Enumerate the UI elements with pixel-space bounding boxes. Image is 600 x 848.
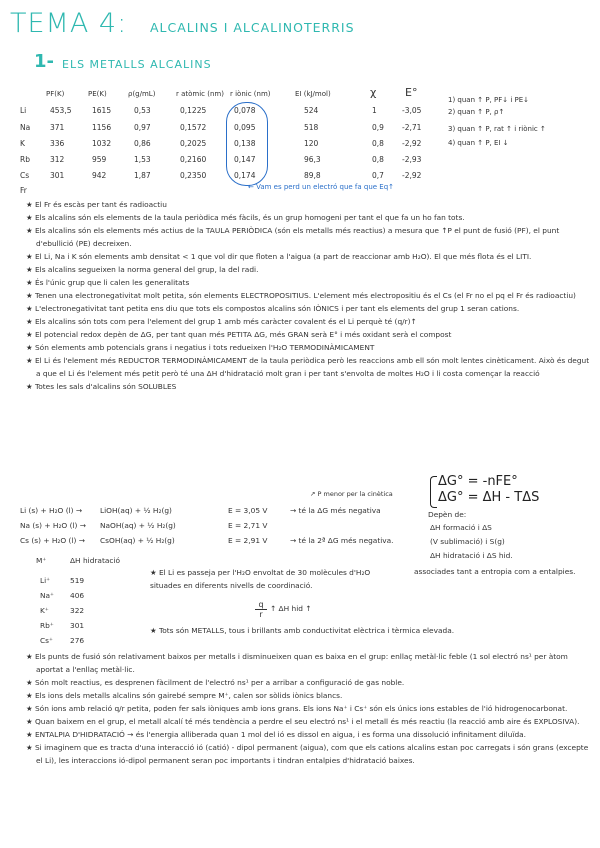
table-cell: 96,3	[304, 155, 321, 164]
list-item: ★ Els alcalins són els elements de la taula periòdica més fàcils, és un grup homogeni per tant el que fa un ho fan tots.	[26, 213, 465, 222]
dependency-item: (V sublimació) i S(g)	[430, 537, 505, 546]
list-item-text: ENTALPIA D'HIDRATACIÓ → és l'energia alliberada quan 1 mol del ió es dissol en aigua, i es forma una dissolució infinitament diluïda.	[34, 730, 527, 739]
table-cell: 120	[304, 139, 319, 148]
table-cell: 0,138	[234, 139, 256, 148]
table-cell: 0,86	[134, 139, 151, 148]
bullet-list-1	[26, 198, 592, 393]
fraction-trend: ↑ ΔH hid ↑	[270, 604, 312, 613]
metals-note: ★ Tots són METALLS, tous i brillants amb conductivitat elèctrica i tèrmica elevada.	[150, 626, 455, 635]
table-cell: 371	[50, 123, 65, 132]
list-item-text: L'electronegativitat tant petita ens diu que tots els compostos alcalins són IÒNICS i per tant els elements del grup 1 seran cations.	[34, 304, 520, 313]
dependency-note: associades tant a entropia com a entalpies.	[414, 567, 576, 576]
table-cell: 0,2025	[180, 139, 207, 148]
list-item: ★ És l'únic grup que li calen les generalitats	[26, 278, 190, 287]
table-cell: 453,5	[50, 106, 72, 115]
row-element: Li	[20, 106, 27, 115]
table-cell: 0,1572	[180, 123, 207, 132]
table-note: ← Vam es perd un electró que fa que Eq↑	[248, 183, 395, 191]
hydration-value: 301	[70, 621, 85, 630]
list-item: ★ Són elements amb potencials grans i negatius i tots redueixen l'H₂O TERMODINÀMICAMENT	[26, 343, 375, 352]
col-header-chi: χ	[370, 86, 377, 99]
reaction-lhs: Cs (s) + H₂O (l) →	[20, 536, 85, 545]
hydration-note: ★ El Li es passeja per l'H₂O envoltat de 30 molècules d'H₂O situades en diferents nivells de coordinació.	[150, 568, 371, 590]
list-item: ★ El Fr és escàs per tant és radioactiu	[26, 200, 167, 209]
section-number: 1-	[34, 51, 54, 72]
table-cell: 336	[50, 139, 65, 148]
table-cell: 0,095	[234, 123, 256, 132]
table-cell: 1,53	[134, 155, 151, 164]
list-item: ★ Quan baixem en el grup, el metall alcalí té més tendència a perdre el seu electró ns¹ i el metall és més reactiu (la reacció amb aire és EXPLOSIVA).	[26, 717, 580, 726]
hydration-ion: Cs⁺	[40, 636, 53, 645]
col-header-pf: PF(K)	[46, 90, 65, 98]
reaction-e: E = 3,05 V	[228, 506, 268, 515]
row-element: Rb	[20, 155, 30, 164]
list-item-text: Totes les sals d'alcalins són SOLUBLES	[34, 382, 177, 391]
table-cell: 0,1225	[180, 106, 207, 115]
list-item: ★ Els punts de fusió són relativament baixos per metalls i disminueixen quan es baixa en el grup: enllaç metàl·lic feble (1 sol electró ns¹ per àtom aportat a l'enllaç metàl·lic.	[26, 652, 568, 674]
list-item-text: El Li, Na i K són elements amb densitat < 1 que vol dir que floten a l'aigua (a part de reaccionar amb H₂O). El que més flota és el LITI.	[34, 252, 532, 261]
hydration-note-text: El Li es passeja per l'H₂O envoltat de 30 molècules d'H₂O situades en diferents nivells de coordinació.	[150, 568, 371, 590]
list-item: ★ Els ions dels metalls alcalins són gairebé sempre M⁺, calen sor sòlids iònics blancs.	[26, 691, 343, 700]
reaction-e: E = 2,71 V	[228, 521, 268, 530]
list-item-text: El potencial redox depèn de ΔG, per tant quan més PETITA ΔG, més GRAN serà E° i més oxidant serà el compost	[34, 330, 452, 339]
charge-radius-fraction	[255, 600, 267, 619]
col-header-e0: E°	[405, 86, 418, 99]
trend-note: 4) quan ↑ P, EI ↓	[448, 139, 509, 147]
table-cell: 0,9	[372, 123, 384, 132]
list-item: ★ El potencial redox depèn de ΔG, per tant quan més PETITA ΔG, més GRAN serà E° i més oxidant serà el compost	[26, 330, 452, 339]
table-cell: 0,97	[134, 123, 151, 132]
ionic-radius-highlight	[226, 102, 268, 186]
table-cell: 0,8	[372, 139, 384, 148]
table-cell: 524	[304, 106, 319, 115]
hydration-value: 519	[70, 576, 85, 585]
table-cell: 301	[50, 171, 65, 180]
depends-label: Depèn de:	[428, 510, 467, 519]
reaction-comment: → té la 2ª ΔG més negativa.	[290, 536, 394, 545]
list-item-text: Els alcalins segueixen la norma general del grup, la del radi.	[34, 265, 259, 274]
page-subtitle: ALCALINS I ALCALINOTERRIS	[150, 20, 355, 35]
col-header-ei: EI (kJ/mol)	[295, 90, 331, 98]
list-item: ★ Si imaginem que es tracta d'una interacció ió (catió) - dipol permanent (aigua), com que els cations alcalins estan poc carregats i són grans (excepte el Li), les interaccions ió-dipol permanent seran poc importants i tindran entalpies d'hidratació baixes.	[26, 743, 589, 765]
table-cell: 0,2350	[180, 171, 207, 180]
trend-note: 2) quan ↑ P, ρ↑	[448, 108, 505, 116]
reaction-rhs: NaOH(aq) + ½ H₂(g)	[100, 521, 176, 530]
dependency-item: ΔH hidratació i ΔS hid.	[430, 551, 513, 560]
equation-brace	[430, 476, 437, 508]
table-cell: 1	[372, 106, 377, 115]
table-cell: -2,93	[402, 155, 422, 164]
list-item-text: Els ions dels metalls alcalins són gairebé sempre M⁺, calen sor sòlids iònics blancs.	[34, 691, 343, 700]
hydration-value: 406	[70, 591, 85, 600]
metals-note-text: Tots són METALLS, tous i brillants amb conductivitat elèctrica i tèrmica elevada.	[158, 626, 455, 635]
bullet-list-2	[26, 650, 592, 767]
reaction-note: ↗ P menor per la cinètica	[310, 490, 393, 498]
list-item-text: Són ions amb relació q/r petita, poden fer sals iòniques amb ions grans. Els ions Na⁺ i Cs⁺ són els únics ions estables de l'ió hidrogenocarbonat.	[34, 704, 568, 713]
row-element: Fr	[20, 186, 27, 195]
list-item-text: Tenen una electronegativitat molt petita, són elements ELECTROPOSITIUS. L'element més electropositiu és el Cs (el Fr no el pq el Fr és radioactiu)	[34, 291, 576, 300]
row-element: Cs	[20, 171, 30, 180]
list-item-text: Els alcalins són els elements de la taula periòdica més fàcils, és un grup homogeni per tant el que fa un ho fan tots.	[34, 213, 465, 222]
hydration-ion: K⁺	[40, 606, 49, 615]
row-element: K	[20, 139, 25, 148]
hydration-ion: Na⁺	[40, 591, 54, 600]
table-cell: 0,7	[372, 171, 384, 180]
trend-note: 3) quan ↑ P, rat ↑ i riònic ↑	[448, 125, 546, 133]
list-item: ★ Tenen una electronegativitat molt petita, són elements ELECTROPOSITIUS. L'element més electropositiu és el Cs (el Fr no el pq el Fr és radioactiu)	[26, 291, 576, 300]
list-item: ★ ENTALPIA D'HIDRATACIÓ → és l'energia alliberada quan 1 mol del ió es dissol en aigua, i es forma una dissolució infinitament diluïda.	[26, 730, 527, 739]
reaction-lhs: Na (s) + H₂O (l) →	[20, 521, 86, 530]
list-item: ★ Els alcalins segueixen la norma general del grup, la del radi.	[26, 265, 259, 274]
table-cell: -2,71	[402, 123, 422, 132]
reaction-e: E = 2,91 V	[228, 536, 268, 545]
list-item: ★ Els alcalins són els elements més actius de la TAULA PERIÒDICA (són els metalls més reactius) a mesura que ↑P el punt de fusió (PF), el punt d'ebullició (PE) decreixen.	[26, 226, 560, 248]
hydration-ion: Rb⁺	[40, 621, 54, 630]
col-header-density: ρ(g/mL)	[128, 90, 156, 98]
list-item: ★ Totes les sals d'alcalins són SOLUBLES	[26, 382, 177, 391]
table-cell: 1,87	[134, 171, 151, 180]
table-cell: 959	[92, 155, 107, 164]
col-header-pe: PE(K)	[88, 90, 107, 98]
page-title: TEMA 4:	[10, 8, 128, 39]
reaction-rhs: LiOH(aq) + ½ H₂(g)	[100, 506, 172, 515]
gibbs-helmholtz-equation: ΔG° = ΔH - TΔS	[438, 490, 540, 505]
table-cell: 0,2160	[180, 155, 207, 164]
reaction-comment: → té la ΔG més negativa	[290, 506, 381, 515]
table-cell: 0,8	[372, 155, 384, 164]
list-item-text: Són elements amb potencials grans i negatius i tots redueixen l'H₂O TERMODINÀMICAMENT	[34, 343, 375, 352]
col-header-rionic: r iònic (nm)	[230, 90, 271, 98]
hydration-header-ion: M⁺	[36, 556, 47, 565]
hydration-header-value: ΔH hidratació	[70, 556, 121, 565]
table-cell: 942	[92, 171, 107, 180]
table-cell: -2,92	[402, 139, 422, 148]
list-item: ★ L'electronegativitat tant petita ens diu que tots els compostos alcalins són IÒNICS i per tant els elements del grup 1 seran cations.	[26, 304, 520, 313]
table-cell: 89,8	[304, 171, 321, 180]
table-cell: -2,92	[402, 171, 422, 180]
list-item: ★ Són ions amb relació q/r petita, poden fer sals iòniques amb ions grans. Els ions Na⁺ i Cs⁺ són els únics ions estables de l'ió hidrogenocarbonat.	[26, 704, 568, 713]
reaction-lhs: Li (s) + H₂O (l) →	[20, 506, 83, 515]
list-item-text: Els punts de fusió són relativament baixos per metalls i disminueixen quan es baixa en el grup: enllaç metàl·lic feble (1 sol electró ns¹ per àtom aportat a l'enllaç metàl·lic.	[34, 652, 568, 674]
list-item-text: El Fr és escàs per tant és radioactiu	[34, 200, 167, 209]
table-cell: 312	[50, 155, 65, 164]
table-cell: 0,53	[134, 106, 151, 115]
table-cell: 1156	[92, 123, 112, 132]
table-cell: 0,174	[234, 171, 256, 180]
table-cell: 1615	[92, 106, 112, 115]
section-title: ELS METALLS ALCALINS	[62, 58, 212, 71]
table-cell: 1032	[92, 139, 112, 148]
fraction-denominator: r	[255, 609, 267, 619]
table-cell: -3,05	[402, 106, 422, 115]
reaction-rhs: CsOH(aq) + ½ H₂(g)	[100, 536, 175, 545]
row-element: Na	[20, 123, 31, 132]
list-item: ★ Els alcalins són tots com pera l'element del grup 1 amb més caràcter covalent és el Li perquè té (q/r)↑	[26, 317, 417, 326]
list-item: ★ El Li, Na i K són elements amb densitat < 1 que vol dir que floten a l'aigua (a part de reaccionar amb H₂O). El que més flota és el LITI.	[26, 252, 532, 261]
table-cell: 0,147	[234, 155, 256, 164]
trend-note: 1) quan ↑ P, PF↓ i PE↓	[448, 96, 530, 104]
list-item-text: Els alcalins són els elements més actius de la TAULA PERIÒDICA (són els metalls més reactius) a mesura que ↑P el punt de fusió (PF), el punt d'ebullició (PE) decreixen.	[34, 226, 560, 248]
list-item-text: Quan baixem en el grup, el metall alcalí té més tendència a perdre el seu electró ns¹ i el metall és més reactiu (la reacció amb aire és EXPLOSIVA).	[34, 717, 580, 726]
list-item-text: Si imaginem que es tracta d'una interacció ió (catió) - dipol permanent (aigua), com que els cations alcalins estan poc carregats i són grans (excepte el Li), les interaccions ió-dipol permanent seran poc importants i tindran entalpies d'hidratació baixes.	[34, 743, 589, 765]
table-cell: 518	[304, 123, 319, 132]
col-header-ratomic: r atòmic (nm)	[176, 90, 224, 98]
list-item: ★ El Li és l'element més REDUCTOR TERMODINÀMICAMENT de la taula periòdica però les reaccions amb ell són molt lentes cinèticament. Això és degut a que el Li és l'element més petit però té una ΔH d'hidratació molt gran i per tant s'envolta de moltes H₂O i li costa començar la reacció	[26, 356, 590, 378]
hydration-value: 276	[70, 636, 85, 645]
list-item: ★ Són molt reactius, es desprenen fàcilment de l'electró ns¹ per a arribar a configuració de gas noble.	[26, 678, 405, 687]
list-item-text: Són molt reactius, es desprenen fàcilment de l'electró ns¹ per a arribar a configuració de gas noble.	[34, 678, 405, 687]
hydration-ion: Li⁺	[40, 576, 51, 585]
list-item-text: El Li és l'element més REDUCTOR TERMODINÀMICAMENT de la taula periòdica però les reaccions amb ell són molt lentes cinèticament. Això és degut a que el Li és l'element més petit però té una ΔH d'hidratació molt gran i per tant s'envolta de moltes H₂O i li costa començar la reacció	[34, 356, 590, 378]
hydration-value: 322	[70, 606, 85, 615]
list-item-text: Els alcalins són tots com pera l'element del grup 1 amb més caràcter covalent és el Li perquè té (q/r)↑	[34, 317, 417, 326]
gibbs-equation: ΔG° = -nFE°	[438, 474, 518, 489]
fraction-numerator: q	[258, 600, 264, 609]
table-cell: 0,078	[234, 106, 256, 115]
list-item-text: És l'únic grup que li calen les generalitats	[34, 278, 190, 287]
dependency-item: ΔH formació i ΔS	[430, 523, 492, 532]
